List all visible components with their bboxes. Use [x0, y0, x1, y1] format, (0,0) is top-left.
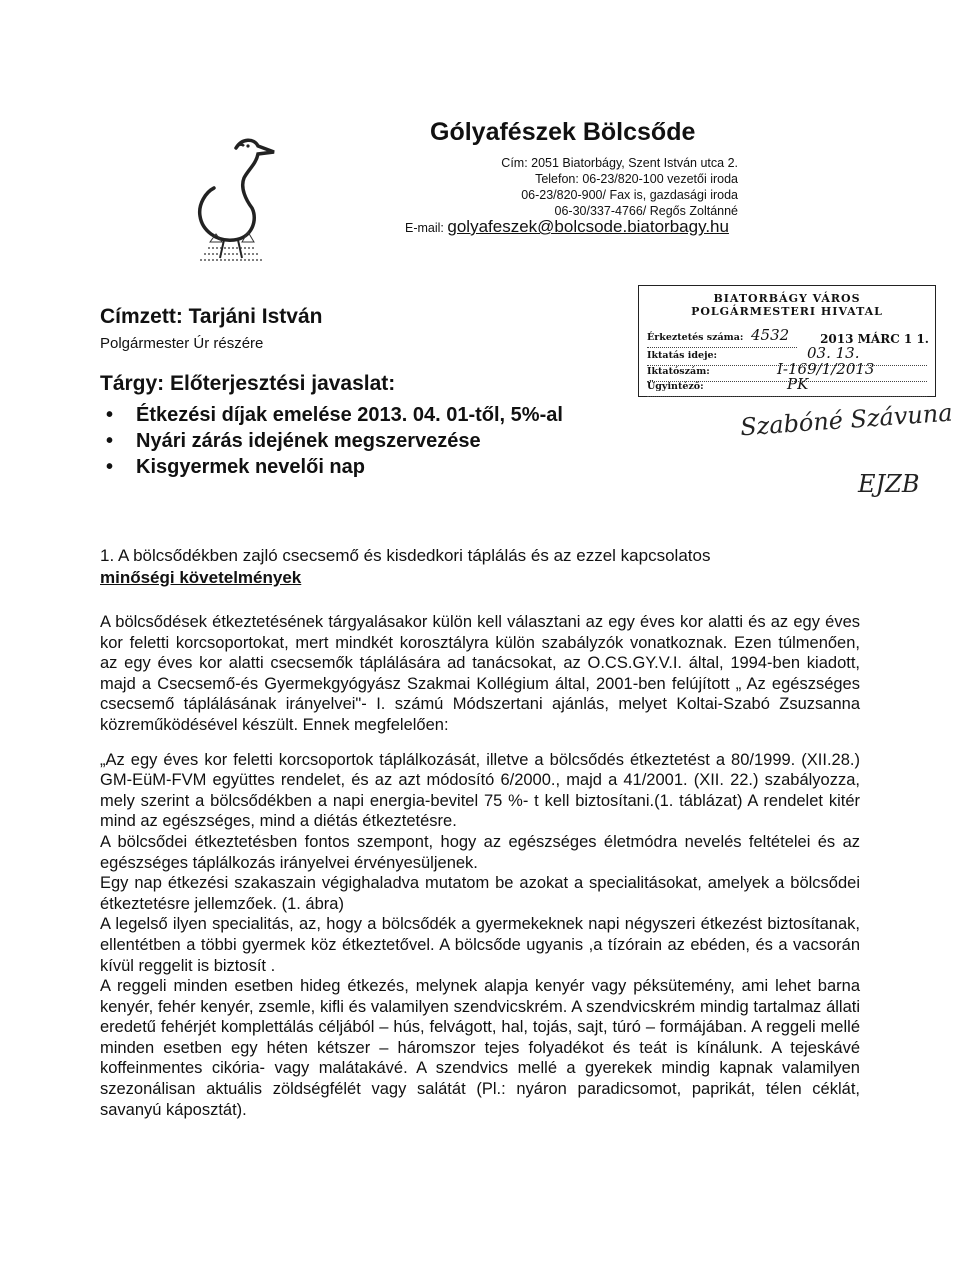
section-heading — [100, 545, 860, 589]
stamp-label: Iktatás ideje: — [647, 350, 718, 361]
stamp-value-handwritten: 03. 13. — [807, 344, 860, 362]
contact-block — [393, 155, 738, 236]
paragraph: A bölcsődések étkeztetésének tárgyalásakor külön kell választani az egy éves kor alatti és az egy éves kor feletti korcsoportokat, mert mindkét korosztályra külön szabályzók vonatkoznak. Ezen túlmenően, az egy éves kor alatti csecsemők táplálására ad tanácsokat, az O.CS.GY.V.I. által, 1994-ben kiadott, majd a Csecsemő-és Gyermekgyógyász Szakmai Kollégium által, 2001-ben felújított „ Az egészséges csecsemő táplálásának irányelvei"- I. számú Módszertani ajánlás, melyet Koltai-Szabó Zsuzsanna közreműködésével készült. Ennek megfelelően: — [100, 613, 860, 734]
stamp-row-registration — [647, 326, 797, 348]
stamp-label: Ügyintéző: — [647, 381, 704, 392]
stamp-title-2: POLGÁRMESTERI HIVATAL — [691, 305, 883, 318]
paragraph: „Az egy éves kor feletti korcsoportok táplálkozását, illetve a bölcsődés étkeztetést a 80/1999. (XII.28.) GM-EüM-FVM együttes rendelet, és az azt módosító 6/2000., majd a 41/2001. (XII. 22.) szabályozza, mely szerint a bölcsődékben a napi energia-bevitel 75 %- t kell biztosítani.(1. táblázat) A rendelet kitér mind az egészséges, mind a diétás étkeztetésre. — [100, 750, 860, 831]
handwritten-note: Szabóné Szávuna — [739, 398, 954, 442]
stamp-value-handwritten: PK — [787, 375, 809, 393]
stamp-label: Érkeztetés száma: — [647, 332, 744, 343]
subject-item: • Nyári zárás idejének megszervezése — [106, 428, 563, 454]
paragraph: A bölcsődei étkeztetésben fontos szempont, hogy az egészséges életmódra nevelés feltételei és az egészséges táplálkozás irányelvei érvényesüljenek. — [100, 832, 860, 872]
contact-email — [393, 219, 738, 236]
email-link[interactable]: golyafeszek@bolcsode.biatorbagy.hu — [447, 217, 729, 236]
subject-list — [106, 402, 563, 480]
section-heading-underlined: minőségi követelmények — [100, 568, 302, 587]
contact-phone-mobile: 06-30/337-4766/ Regős Zoltánné — [554, 204, 738, 218]
body-text — [100, 612, 860, 1120]
section-heading-text: 1. A bölcsődékben zajló csecsemő és kisdedkori táplálás és az ezzel kapcsolatos — [100, 546, 711, 565]
stamp-title-1: BIATORBÁGY VÁROS — [713, 292, 861, 305]
recipient-title: Polgármester Úr részére — [100, 335, 264, 352]
registration-stamp — [638, 285, 936, 397]
contact-phone-office: Telefon: 06-23/820-100 vezetői iroda — [535, 172, 738, 186]
organization-name: Gólyafészek Bölcsőde — [430, 118, 696, 146]
paragraph: A reggeli minden esetben hideg étkezés, melynek alapja kenyér vagy péksütemény, ami lehet barna kenyér, fehér kenyér, zsemle, kifli és valamilyen szendvicskrém. A szendvicskrém mindig tartalmaz állati eredetű fehérjét komplettálás céljából – hús, felvágott, hal, tojás, sajt, túró – formájában. A reggeli mellé minden esetben egy héten kétszer – háromszor tejes folyadékot és teát is kínálunk. A tejeskávé koffeinmentes cikória- vagy malátakávé. A szendvics mellé a gyerekek mindig kapnak valamilyen szezonálisan aktuális zöldségfélét vagy salátát (Pl.: nyáron paradicsomot, paprikát, télen céklát, savanyú káposztát). — [100, 977, 860, 1119]
stamp-label: Iktatószám: — [647, 366, 710, 377]
stork-logo-icon — [186, 130, 276, 265]
recipient-name: Címzett: Tarjáni István — [100, 305, 323, 328]
contact-address: Cím: 2051 Biatorbágy, Szent István utca 2. — [501, 156, 738, 170]
stamp-row-clerk — [647, 375, 927, 397]
stamp-value-handwritten: 4532 — [751, 326, 790, 344]
subject-label: Tárgy: Előterjesztési javaslat: — [100, 372, 396, 395]
paragraph: A legelső ilyen specialitás, az, hogy a bölcsődék a gyermekeknek napi négyszeri étkezést biztosítanak, ellentétben a többi gyermek köz étkeztetővel. A bölcsőde ugyanis ,a tízórain az ebéden, és a vacsorán kívül reggelit is biztosít . — [100, 915, 860, 975]
subject-item: • Kisgyermek nevelői nap — [106, 454, 563, 480]
paragraph: Egy nap étkezési szakaszain végighaladva mutatom be azokat a specialitásokat, amelyek a bölcsődei étkeztetésre jellemzőek. (1. ábra) — [100, 874, 860, 913]
stamp-value-handwritten: I-169/1/2013 — [777, 360, 875, 378]
contact-phone-fax: 06-23/820-900/ Fax is, gazdasági iroda — [521, 188, 738, 202]
email-label: E-mail: — [405, 221, 444, 235]
handwritten-initials: EJZB — [858, 470, 920, 498]
subject-item: • Étkezési díjak emelése 2013. 04. 01-től, 5%-al — [106, 402, 563, 428]
stamp-print-date: 2013 MÁRC 1 1. — [820, 332, 929, 346]
